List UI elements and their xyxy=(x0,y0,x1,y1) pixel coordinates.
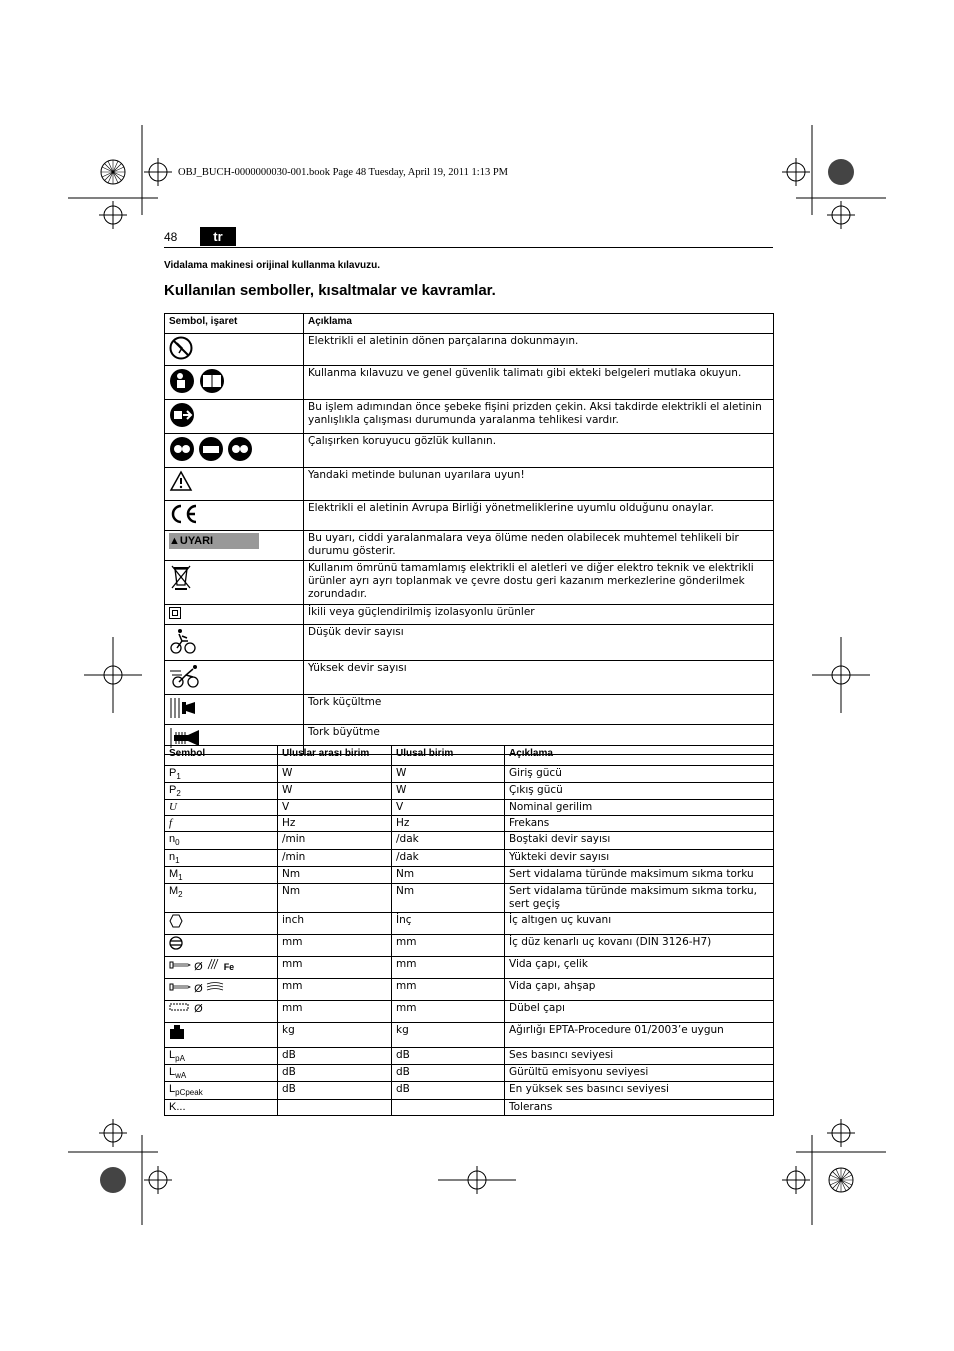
international-unit xyxy=(278,1099,392,1115)
international-unit: mm xyxy=(278,978,392,1000)
symbol-subscript: pCpeak xyxy=(175,1088,203,1098)
row-description: Elektrikli el aletinin Avrupa Birliği yönetmeliklerine uyumlu olduğunu onaylar. xyxy=(304,501,774,531)
row-description: Yandaki metinde bulunan uyarılara uyun! xyxy=(304,468,774,501)
diameter-symbol: Ø xyxy=(194,960,203,973)
symbol-cell xyxy=(165,1099,278,1115)
international-unit: dB xyxy=(278,1065,392,1082)
symbol-cell xyxy=(165,1047,278,1064)
row-description: Elektrikli el aletinin dönen parçalarına dokunmayın. xyxy=(304,334,774,366)
unit-description: Boştaki devir sayısı xyxy=(505,832,774,849)
international-unit: W xyxy=(278,766,392,783)
table-row xyxy=(165,605,774,625)
international-unit: mm xyxy=(278,1000,392,1022)
table-row xyxy=(165,434,774,468)
high-speed-icon xyxy=(169,663,203,689)
table-row xyxy=(165,400,774,434)
international-unit: kg xyxy=(278,1022,392,1047)
national-unit: Nm xyxy=(392,866,505,883)
national-unit: dB xyxy=(392,1047,505,1064)
symbol-letter: n xyxy=(169,850,176,863)
dowel-icon xyxy=(169,1003,191,1015)
international-unit: Hz xyxy=(278,816,392,832)
column-header: Açıklama xyxy=(505,746,774,766)
unit-description: Dübel çapı xyxy=(505,1000,774,1022)
national-unit: W xyxy=(392,783,505,800)
symbol-cell xyxy=(165,883,278,912)
unit-description: Vida çapı, çelik xyxy=(505,956,774,978)
national-unit: Nm xyxy=(392,883,505,912)
table-row xyxy=(165,1082,774,1099)
header-rule xyxy=(164,247,773,248)
row-description: Bu uyarı, ciddi yaralanmalara veya ölüme neden olabilecek muhtemel tehlikeli bir durumu gösterir. xyxy=(304,531,774,561)
national-unit: mm xyxy=(392,956,505,978)
table-row xyxy=(165,1047,774,1064)
table-row xyxy=(165,832,774,849)
table-row xyxy=(165,849,774,866)
symbol-subscript: 1 xyxy=(176,772,181,782)
row-description: Çalışırken koruyucu gözlük kullanın. xyxy=(304,434,774,468)
table-row xyxy=(165,661,774,695)
unit-description: Tolerans xyxy=(505,1099,774,1115)
material-hatch-icon xyxy=(206,961,224,973)
document-subtitle: Vidalama makinesi orijinal kullanma kılavuzu. xyxy=(164,260,381,271)
unit-description: Nominal gerilim xyxy=(505,800,774,816)
screw-wood-icon xyxy=(169,983,191,995)
section-title: Kullanılan semboller, kısaltmalar ve kavramlar. xyxy=(164,282,496,299)
symbol-letter: M xyxy=(169,867,179,880)
table-row xyxy=(165,883,774,912)
symbol-letter: M xyxy=(169,884,179,897)
national-unit: mm xyxy=(392,978,505,1000)
international-unit: mm xyxy=(278,956,392,978)
table-row xyxy=(165,978,774,1000)
symbol-cell xyxy=(165,816,278,832)
symbol-subscript: 0 xyxy=(175,838,180,848)
table-row xyxy=(165,956,774,978)
symbol-letter: L xyxy=(169,1083,176,1096)
unit-description: Vida çapı, ahşap xyxy=(505,978,774,1000)
goggles-icon xyxy=(169,436,253,462)
symbol-letter: P xyxy=(169,767,177,779)
row-description: Tork büyütme xyxy=(304,725,774,755)
national-unit: /dak xyxy=(392,832,505,849)
diameter-symbol: Ø xyxy=(194,982,203,995)
table-row xyxy=(165,912,774,934)
flat-socket-icon xyxy=(169,941,183,953)
symbol-letter: L xyxy=(169,1066,176,1079)
weee-bin-icon xyxy=(169,563,193,591)
symbol-letter: P xyxy=(169,784,177,797)
unit-description: İç düz kenarlı uç kovanı (DIN 3126-H7) xyxy=(505,934,774,956)
symbol-letter: L xyxy=(169,1048,176,1061)
symbol-cell xyxy=(165,1065,278,1082)
table-row xyxy=(165,695,774,725)
unit-description: Sert vidalama türünde maksimum sıkma torku xyxy=(505,866,774,883)
ce-mark-icon xyxy=(169,503,199,525)
unit-description: Giriş gücü xyxy=(505,766,774,783)
row-description: Düşük devir sayısı xyxy=(304,625,774,661)
torque-down-icon xyxy=(169,697,197,719)
symbol-letter: n xyxy=(169,833,176,846)
row-description: Kullanma kılavuzu ve genel güvenlik talimatı gibi ekteki belgeleri mutlaka okuyun. xyxy=(304,366,774,400)
symbol-subscript: 1 xyxy=(178,872,183,882)
symbol-cell xyxy=(165,956,278,978)
row-description: İkili veya güçlendirilmiş izolasyonlu ürünler xyxy=(304,605,774,625)
diameter-symbol: Ø xyxy=(194,1002,203,1015)
national-unit: mm xyxy=(392,1000,505,1022)
column-header: Açıklama xyxy=(304,314,774,334)
symbol-cell xyxy=(165,912,278,934)
international-unit: dB xyxy=(278,1082,392,1099)
symbol-cell xyxy=(165,849,278,866)
unit-description: Çıkış gücü xyxy=(505,783,774,800)
table-row xyxy=(165,1065,774,1082)
table-row xyxy=(165,866,774,883)
national-unit: mm xyxy=(392,934,505,956)
column-header: Sembol xyxy=(165,746,278,766)
column-header: Uluslar arası birim xyxy=(278,746,392,766)
units-table xyxy=(164,745,774,1116)
read-manual-icon xyxy=(169,368,225,394)
international-unit: W xyxy=(278,783,392,800)
unit-description: Frekans xyxy=(505,816,774,832)
national-unit: kg xyxy=(392,1022,505,1047)
page-number: 48 xyxy=(164,230,178,244)
row-description: Yüksek devir sayısı xyxy=(304,661,774,695)
table-row xyxy=(165,468,774,501)
symbol-subscript: pA xyxy=(175,1054,185,1064)
national-unit: İnç xyxy=(392,912,505,934)
hex-socket-icon xyxy=(169,919,183,931)
symbol-cell xyxy=(165,800,278,816)
unit-description: Sert vidalama türünde maksimum sıkma torku, sert geçiş xyxy=(505,883,774,912)
national-unit xyxy=(392,1099,505,1115)
symbol-letter: f xyxy=(169,817,173,830)
column-header: Sembol, işaret xyxy=(165,314,304,334)
international-unit: inch xyxy=(278,912,392,934)
international-unit: /min xyxy=(278,849,392,866)
table-row xyxy=(165,561,774,605)
symbol-cell xyxy=(165,766,278,783)
language-tag: tr xyxy=(200,227,236,246)
unit-description: Yükteki devir sayısı xyxy=(505,849,774,866)
symbol-cell xyxy=(165,832,278,849)
unit-description: İç altıgen uç kuvanı xyxy=(505,912,774,934)
symbol-letter: U xyxy=(169,801,177,814)
international-unit: Nm xyxy=(278,883,392,912)
row-description: Kullanım ömrünü tamamlamış elektrikli el aletleri ve diğer elektro teknik ve elektrikli ürünler ayrı ayrı toplanmak ve çevre dostu geri kazanım merkezlerine gönderilmek zorundadır. xyxy=(304,561,774,605)
column-header: Ulusal birim xyxy=(392,746,505,766)
international-unit: dB xyxy=(278,1047,392,1064)
table-row xyxy=(165,800,774,816)
symbol-cell xyxy=(165,866,278,883)
material-label: Fe xyxy=(223,961,235,972)
table-row xyxy=(165,501,774,531)
row-description: Bu işlem adımından önce şebeke fişini prizden çekin. Aksi takdirde elektrikli el aletinin yanlışlıkla çalışması durumunda yaralanma tehlikesi vardır. xyxy=(304,400,774,434)
unit-description: Ses basıncı seviyesi xyxy=(505,1047,774,1064)
table-row xyxy=(165,1000,774,1022)
weight-icon xyxy=(169,1031,185,1043)
symbol-cell xyxy=(165,1082,278,1099)
symbol-subscript: 2 xyxy=(176,789,181,799)
table-row xyxy=(165,625,774,661)
table-row xyxy=(165,334,774,366)
symbol-cell xyxy=(165,934,278,956)
international-unit: /min xyxy=(278,832,392,849)
table-row xyxy=(165,783,774,800)
national-unit: V xyxy=(392,800,505,816)
material-hatch-icon xyxy=(206,983,224,995)
table-row xyxy=(165,1099,774,1115)
table-row xyxy=(165,531,774,561)
warning-triangle-icon: ▲ xyxy=(169,535,180,547)
symbol-cell xyxy=(165,1000,278,1022)
symbols-table xyxy=(164,313,774,755)
symbol-cell xyxy=(165,978,278,1000)
table-header-row xyxy=(165,314,774,334)
unplug-icon xyxy=(169,402,195,428)
uyari-badge: ▲UYARI xyxy=(169,533,259,549)
symbol-cell xyxy=(165,1022,278,1047)
national-unit: /dak xyxy=(392,849,505,866)
international-unit: mm xyxy=(278,934,392,956)
symbol-letter: K... xyxy=(169,1100,186,1113)
national-unit: dB xyxy=(392,1082,505,1099)
low-speed-icon xyxy=(169,627,197,655)
book-line: OBJ_BUCH-0000000030-001.book Page 48 Tuesday, April 19, 2011 1:13 PM xyxy=(178,167,508,178)
symbol-subscript: 2 xyxy=(178,890,183,900)
table-header-row xyxy=(165,746,774,766)
table-row xyxy=(165,934,774,956)
symbol-subscript: wA xyxy=(175,1071,187,1081)
double-insulation-icon xyxy=(169,607,181,619)
national-unit: W xyxy=(392,766,505,783)
table-row xyxy=(165,1022,774,1047)
unit-description: Gürültü emisyonu seviyesi xyxy=(505,1065,774,1082)
table-row xyxy=(165,366,774,400)
national-unit: dB xyxy=(392,1065,505,1082)
row-description: Tork küçültme xyxy=(304,695,774,725)
international-unit: Nm xyxy=(278,866,392,883)
table-row xyxy=(165,766,774,783)
no-touch-icon xyxy=(169,336,193,360)
national-unit: Hz xyxy=(392,816,505,832)
symbol-cell xyxy=(165,783,278,800)
table-row xyxy=(165,816,774,832)
warning-triangle-icon xyxy=(169,470,193,492)
international-unit: V xyxy=(278,800,392,816)
symbol-subscript: 1 xyxy=(175,855,180,865)
unit-description: En yüksek ses basıncı seviyesi xyxy=(505,1082,774,1099)
unit-description: Ağırlığı EPTA-Procedure 01/2003’e uygun xyxy=(505,1022,774,1047)
screw-steel-icon xyxy=(169,961,191,973)
